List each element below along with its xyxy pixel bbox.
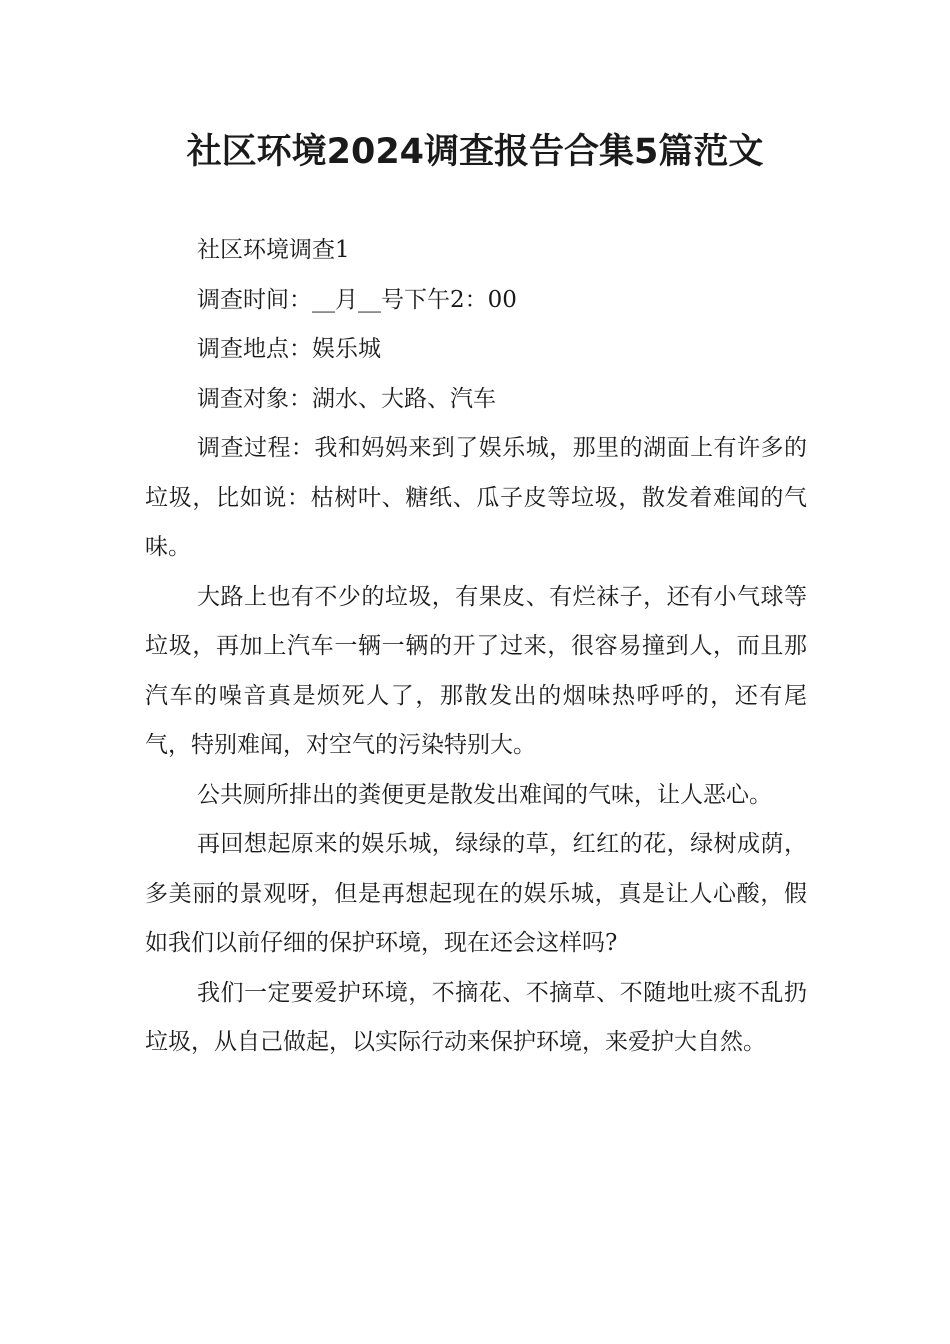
survey-time: 调查时间：__月__号下午2：00 [197,286,517,313]
paragraph: 公共厕所排出的粪便更是散发出难闻的气味，让人恶心。 [197,781,772,808]
document-title: 社区环境2024调查报告合集5篇范文 [186,132,764,172]
paragraph: 再回想起原来的娱乐城，绿绿的草，红红的花，绿树成荫，多美丽的景观呀，但是再想起现在的娱乐城，真是让人心酸，假如我们以前仔细的保护环境，现在还会这样吗? [145,831,807,956]
paragraph: 大路上也有不少的垃圾，有果皮、有烂袜子，还有小气球等垃圾，再加上汽车一辆一辆的开了过来，很容易撞到人，而且那汽车的噪音真是烦死人了，那散发出的烟味热呼呼的，还有尾气，特别难闻，对空气的污染特别大。 [145,583,807,758]
paragraph: 调查过程：我和妈妈来到了娱乐城，那里的湖面上有许多的垃圾，比如说：枯树叶、糖纸、瓜子皮等垃圾，散发着难闻的气味。 [145,435,807,560]
survey-subjects: 调查对象：湖水、大路、汽车 [197,385,496,412]
paragraph: 我们一定要爱护环境，不摘花、不摘草、不随地吐痰不乱扔垃圾，从自己做起，以实际行动来保护环境，来爱护大自然。 [145,979,807,1055]
survey-location: 调查地点：娱乐城 [197,336,381,362]
document-body [145,226,807,1068]
section-heading: 社区环境调查1 [197,237,350,263]
